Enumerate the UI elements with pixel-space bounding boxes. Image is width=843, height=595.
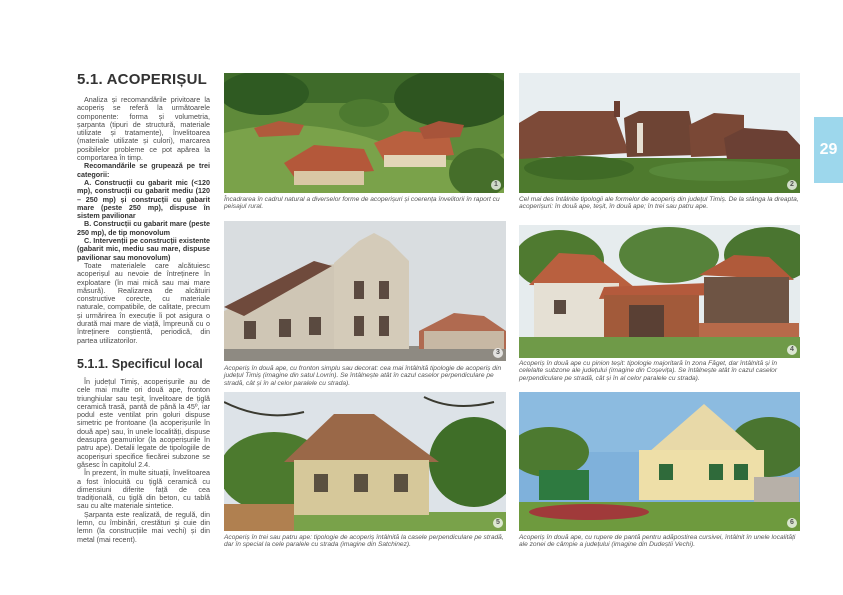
local-text bbox=[77, 378, 210, 544]
page-number-tab bbox=[814, 117, 843, 183]
local-paragraph: În prezent, în multe situații, învelitoarea a fost înlocuită cu țiglă ceramică cu dimensiuni diferite față de cea tradițională, cu țiglă din beton, cu tablă sau cu alte materiale sintetice. bbox=[77, 468, 210, 511]
intro-paragraph: Analiza și recomandările privitoare la acoperiș se referă la următoarele componente: forma și volumetria, șarpanta (tipuri de structură, materiale utilizate și tratamente), învelitoarea (materiale utilizate și culori), marcarea posibilelor probleme ce pot apărea la comportarea în timp. bbox=[77, 95, 210, 163]
intro-paragraph: C. Intervenții pe construcții existente (gabarit mic, mediu sau mare, dispuse pavilionar sau monovolum) bbox=[77, 236, 210, 262]
page-number: 29 bbox=[819, 141, 838, 158]
photo-caption: Cel mai des întâlnite tipologii ale formelor de acoperiș din județul Timiș. De la stânga la dreapta, acoperișuri: în două ape, teșit, în două ape; în trei sau patru ape. bbox=[519, 196, 799, 211]
photo-yellow-house bbox=[519, 392, 800, 531]
intro-paragraph: Recomandările se grupează pe trei categorii: bbox=[77, 161, 210, 179]
local-paragraph: În județul Timiș, acoperișurile au de cele mai multe ori două ape, fronton triunghiular sau teșit, învelitoare de țiglă ceramică trasă, pantă de până la 45º, iar podul este ventilat prin goluri dispuse simetric pe frontoane (la acoperișurile în două ape) sau, în unele localități, dispuse deasupra geamurilor (la acoperișurile în patru ape). Detalii legate de tipologiile de acoperișuri specifice fiecărei subzone se găsesc în capitolul 2.4. bbox=[77, 377, 210, 469]
intro-text bbox=[77, 96, 210, 345]
photo-farmyard-houses bbox=[519, 225, 800, 358]
intro-paragraph: Toate materialele care alcătuiesc acoperișul au nevoie de întreținere în exploatare (în mai mică sau mai mare măsură). Realizarea de alcătuiri constructive corecte, cu materiale naturale, compatibile, de calitate, precum și urmărirea în execuție îi pot asigura o durată mai mare de viață, împreună cu o întreținere conștientă, periodică, din partea utilizatorilor. bbox=[77, 260, 210, 345]
photo-number: 4 bbox=[787, 345, 797, 355]
photo-caption: Acoperiș în două ape, cu rupere de pantă pentru adăpostirea cursivei, întâlnit în unele localități ale zonei de câmpie a județului (imagine din Dudeștii Vechi). bbox=[519, 534, 796, 549]
photo-caption: Acoperiș în două ape, cu fronton simplu sau decorat: cea mai întâlnită tipologie de acoperiș din județul Timiș (imagine din satul Lovrin). Se întâlnește atât în cazul caselor perpendiculare pe stradă, cât și în al celor paralele cu strada). bbox=[224, 365, 502, 387]
subsection-title: 5.1.1. Specificul local bbox=[77, 357, 203, 371]
photo-decorated-gable-house bbox=[224, 221, 506, 361]
photo-caption: Încadrarea în cadrul natural a diverselor forme de acoperișuri și coerența învelitorii în raport cu peisajul rural. bbox=[224, 196, 500, 211]
intro-paragraph: B. Construcții cu gabarit mare (peste 250 mp), de tip monovolum bbox=[77, 219, 210, 237]
photo-number: 2 bbox=[787, 180, 797, 190]
local-paragraph: Șarpanta este realizată, de regulă, din lemn, cu îmbinări, crestături și cuie din lemn (la construcțiile mai vechi) și din metal (mai recent). bbox=[77, 509, 210, 544]
photo-number: 3 bbox=[493, 348, 503, 358]
photo-caption: Acoperiș în două ape cu pinion teșit: tipologie majoritară în zona Făget, dar întâlnită și în celelalte subzone ale județului (imagine din Coșevița). Se întâlnește atât în cazul caselor perpendiculare pe stradă, cât și în al celor paralele cu strada). bbox=[519, 360, 778, 382]
photo-number: 1 bbox=[491, 180, 501, 190]
photo-hipped-roof-house bbox=[224, 392, 506, 531]
photo-village-hillside bbox=[224, 73, 504, 193]
photo-number: 6 bbox=[787, 518, 797, 528]
photo-caption: Acoperiș în trei sau patru ape: tipologie de acoperiș întâlnită la casele perpendiculare pe stradă, dar în special la cele paralele cu strada (imagine din Satchinez). bbox=[224, 534, 504, 549]
section-title: 5.1. ACOPERIȘUL bbox=[77, 71, 207, 88]
photo-number: 5 bbox=[493, 518, 503, 528]
intro-paragraph: A. Construcții cu gabarit mic (<120 mp), construcții cu gabarit mediu (120 – 250 mp) și construcții cu gabarit mare (peste 250 mp), dispuse în sistem pavilionar bbox=[77, 177, 210, 221]
photo-roof-row bbox=[519, 73, 800, 193]
